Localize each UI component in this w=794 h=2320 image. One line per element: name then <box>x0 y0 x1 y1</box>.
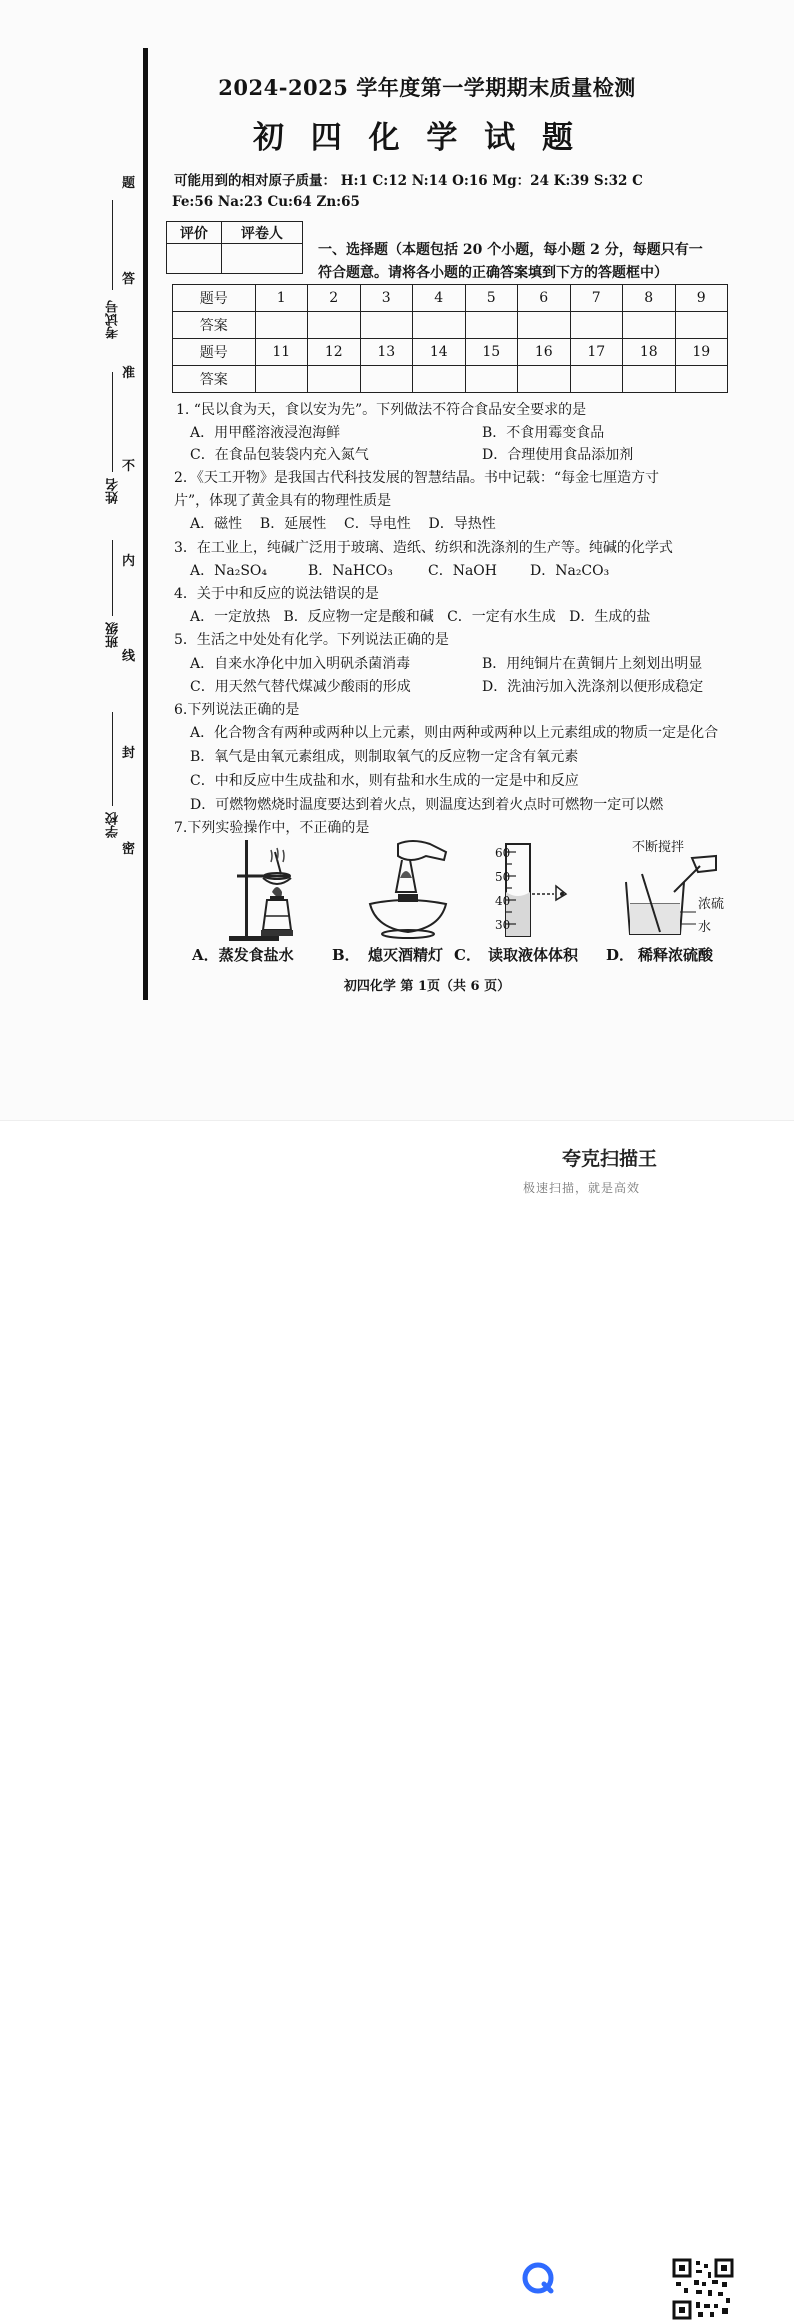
answer-cell[interactable] <box>360 312 413 339</box>
section1-line2: 符合题意。请将各小题的正确答案填到下方的答题框中） <box>318 265 668 281</box>
q7-option-c-letter: C． <box>454 946 481 964</box>
brand-tagline: 极速扫描，就是高效 <box>523 1181 641 1195</box>
answer-cell[interactable] <box>465 312 518 339</box>
q2-stem-1: 2．《天工开物》是我国古代科技发展的智慧结晶。书中记载：“每金七厘造方寸 <box>174 470 660 486</box>
label-kaoshihao: 考试号 <box>106 300 121 339</box>
margin-zhun: 准 <box>122 366 136 381</box>
label-banji: 班级 <box>106 622 121 648</box>
answer-cell[interactable] <box>308 312 361 339</box>
answer-cell[interactable] <box>255 312 308 339</box>
answer-cell[interactable] <box>308 366 361 393</box>
question-number-cell: 12 <box>308 339 361 366</box>
answer-cell[interactable] <box>623 312 676 339</box>
q6-option-d: D．可燃物燃烧时温度要达到着火点，则温度达到着火点时可燃物一定可以燃 <box>190 797 664 813</box>
q1-option-d: D．合理使用食品添加剂 <box>482 447 634 463</box>
q5-option-d: D．洗油污加入洗涤剂以便形成稳定 <box>482 679 704 695</box>
underline-xingming <box>112 372 113 472</box>
answer-table-row-q1 <box>173 285 728 312</box>
answer-table-label-a: 答案 <box>173 366 256 393</box>
question-number-cell: 13 <box>360 339 413 366</box>
answer-cell[interactable] <box>255 366 308 393</box>
answer-table-label-q: 题号 <box>173 285 256 312</box>
margin-mi: 密 <box>122 842 136 857</box>
cyl-tick-40: 40 <box>495 894 511 908</box>
question-number-cell: 18 <box>623 339 676 366</box>
answer-table-label-a: 答案 <box>173 312 256 339</box>
answer-cell[interactable] <box>675 366 728 393</box>
answer-cell[interactable] <box>413 312 466 339</box>
question-number-cell: 6 <box>518 285 571 312</box>
q3-option-c: C．NaOH <box>428 563 497 579</box>
stir-label: 不断搅拌 <box>632 840 685 855</box>
atomic-mass-line2: Fe:56 Na:23 Cu:64 Zn:65 <box>172 194 360 210</box>
q6-option-c: C．中和反应中生成盐和水，则有盐和水生成的一定是中和反应 <box>190 773 579 789</box>
answer-cell[interactable] <box>675 312 728 339</box>
question-number-cell: 16 <box>518 339 571 366</box>
quark-logo-icon <box>522 2262 554 2294</box>
answer-cell[interactable] <box>570 366 623 393</box>
answer-table <box>172 284 728 393</box>
cyl-tick-50: 50 <box>495 870 511 884</box>
question-number-cell: 19 <box>675 339 728 366</box>
underline-xuexiao <box>112 712 113 806</box>
margin-xian: 线 <box>122 649 136 664</box>
question-number-cell: 1 <box>255 285 308 312</box>
answer-cell[interactable] <box>623 366 676 393</box>
exam-title: 2024-2025 学年度第一学期期末质量检测 <box>218 75 636 100</box>
q3-option-a: A．Na₂SO₄ <box>190 563 267 579</box>
q7-option-b-text: 熄灭酒精灯 <box>368 946 444 964</box>
question-number-cell: 2 <box>308 285 361 312</box>
score-box-pingjuanren: 评卷人 <box>221 222 302 244</box>
water-label: 水 <box>698 920 712 935</box>
q5-option-a: A．自来水净化中加入明矾杀菌消毒 <box>190 656 411 672</box>
answer-table-row-a2 <box>173 366 728 393</box>
answer-cell[interactable] <box>518 366 571 393</box>
answer-cell[interactable] <box>465 366 518 393</box>
cyl-tick-60: 60 <box>495 846 511 860</box>
q7-option-a: A．蒸发食盐水 <box>192 946 294 964</box>
margin-feng: 封 <box>122 746 136 761</box>
q2-stem-2: 片”，体现了黄金具有的物理性质是 <box>174 493 392 509</box>
q7-stem: 7.下列实验操作中，不正确的是 <box>174 820 370 836</box>
underline-kaoshihao <box>112 200 113 290</box>
label-xingming: 姓名 <box>106 478 121 504</box>
answer-cell[interactable] <box>360 366 413 393</box>
cyl-tick-30: 30 <box>495 918 511 932</box>
question-number-cell: 9 <box>675 285 728 312</box>
question-number-cell: 14 <box>413 339 466 366</box>
question-number-cell: 5 <box>465 285 518 312</box>
q7-option-d-text: 稀释浓硫酸 <box>638 946 714 964</box>
grader-cell[interactable] <box>221 244 302 274</box>
answer-cell[interactable] <box>518 312 571 339</box>
acid-label: 浓硫 <box>698 897 725 912</box>
question-number-cell: 8 <box>623 285 676 312</box>
q1-stem: 1. “民以食为天，食以安为先”。下列做法不符合食品安全要求的是 <box>176 402 587 418</box>
margin-bu: 不 <box>122 459 136 474</box>
question-number-cell: 15 <box>465 339 518 366</box>
q5-stem: 5．生活之中处处有化学。下列说法正确的是 <box>174 632 449 648</box>
scanner-watermark-bar <box>0 1120 794 1212</box>
q2-options: A．磁性 B．延展性 C．导电性 D．导热性 <box>190 516 496 532</box>
score-cell[interactable] <box>167 244 222 274</box>
q3-option-b: B．NaHCO₃ <box>308 563 393 579</box>
exam-subtitle: 初 四 化 学 试 题 <box>253 120 581 156</box>
q7-option-d-letter: D． <box>606 946 635 964</box>
question-number-cell: 17 <box>570 339 623 366</box>
q5-option-b: B．用纯铜片在黄铜片上刻划出明显 <box>482 656 703 672</box>
binding-line <box>143 48 148 1000</box>
answer-table-row-q2 <box>173 339 728 366</box>
evaporation-figure <box>215 838 320 943</box>
margin-nei: 内 <box>122 554 136 569</box>
question-number-cell: 11 <box>255 339 308 366</box>
q1-option-b: B．不食用霉变食品 <box>482 425 605 441</box>
q7-option-b-letter: B． <box>332 946 360 964</box>
answer-table-label-q: 题号 <box>173 339 256 366</box>
alcohol-lamp-figure <box>360 838 455 943</box>
q1-option-a: A．用甲醛溶液浸泡海鲜 <box>190 425 341 441</box>
q5-option-c: C．用天然气替代煤减少酸雨的形成 <box>190 679 411 695</box>
label-xuexiao: 学校 <box>106 812 121 838</box>
q6-option-b: B．氧气是由氧元素组成，则制取氧气的反应物一定含有氧元素 <box>190 749 579 765</box>
q3-stem: 3．在工业上，纯碱广泛用于玻璃、造纸、纺织和洗涤剂的生产等。纯碱的化学式 <box>174 540 673 556</box>
margin-ti: 题 <box>122 176 136 191</box>
underline-banji <box>112 540 113 616</box>
q6-option-a: A．化合物含有两种或两种以上元素，则由两种或两种以上元素组成的物质一定是化合 <box>190 725 719 741</box>
page-footer: 初四化学 第 1页（共 6 页） <box>343 979 511 994</box>
answer-table-row-a1 <box>173 312 728 339</box>
answer-cell[interactable] <box>570 312 623 339</box>
q3-option-d: D．Na₂CO₃ <box>530 563 610 579</box>
score-box <box>166 221 303 274</box>
brand-name: 夸克扫描王 <box>562 1148 658 1170</box>
exam-page <box>0 0 794 1120</box>
question-number-cell: 7 <box>570 285 623 312</box>
qr-code-icon <box>672 2258 734 2320</box>
answer-cell[interactable] <box>413 366 466 393</box>
q7-option-c-text: 读取液体体积 <box>488 946 579 964</box>
question-number-cell: 4 <box>413 285 466 312</box>
q1-option-c: C．在食品包装袋内充入氮气 <box>190 447 369 463</box>
q4-stem: 4．关于中和反应的说法错误的是 <box>174 586 379 602</box>
q6-stem: 6.下列说法正确的是 <box>174 702 300 718</box>
q4-options: A．一定放热 B．反应物一定是酸和碱 C．一定有水生成 D．生成的盐 <box>190 609 651 625</box>
question-number-cell: 3 <box>360 285 413 312</box>
section1-line1: 一、选择题（本题包括 20 个小题，每小题 2 分，每题只有一 <box>318 242 703 258</box>
atomic-mass-line1: 可能用到的相对原子质量： H:1 C:12 N:14 O:16 Mg：24 K:39 S:32 C <box>174 173 643 189</box>
margin-da: 答 <box>122 272 136 287</box>
score-box-pingjia: 评价 <box>167 222 222 244</box>
